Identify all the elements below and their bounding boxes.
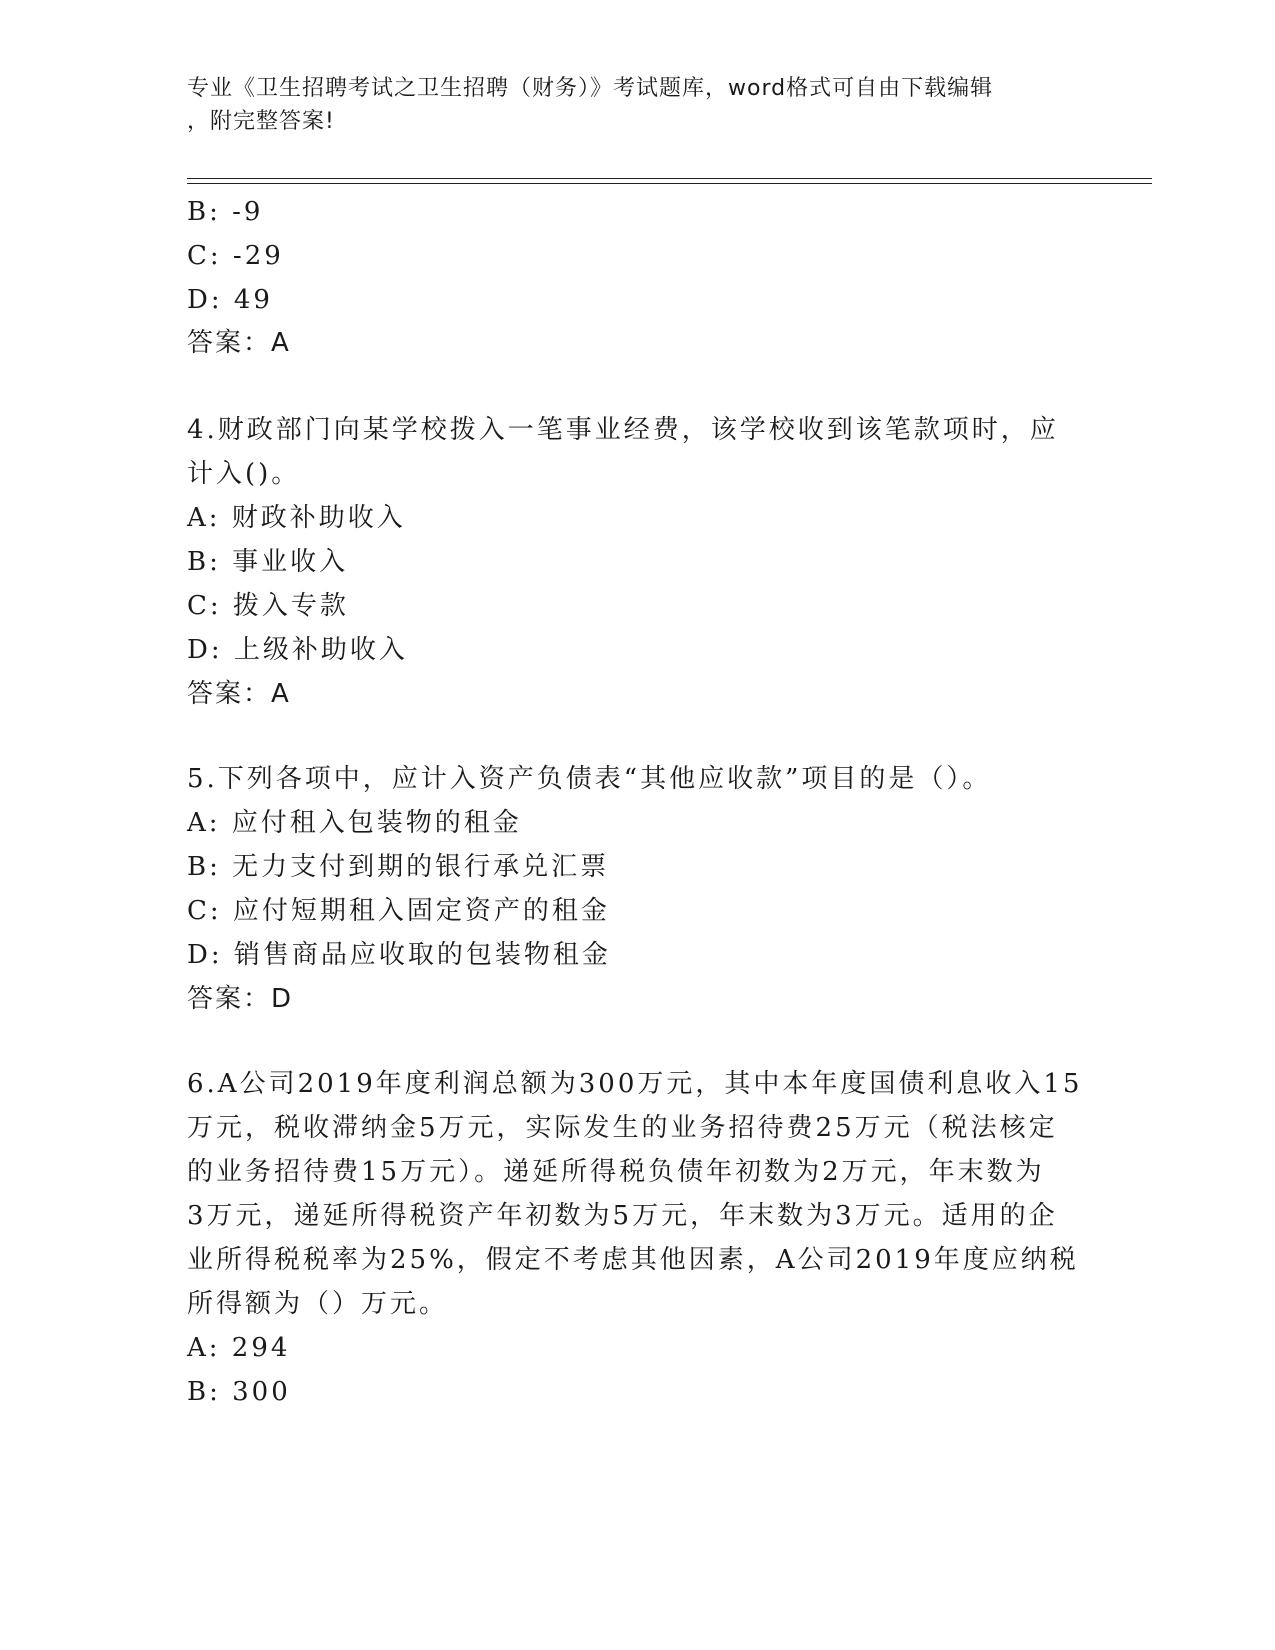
q5-stem: 5.下列各项中，应计入资产负债表“其他应收款”项目的是（）。 (187, 764, 992, 794)
q3-option-c: C: -29 (187, 241, 284, 271)
q3-option-b: B: -9 (187, 197, 264, 227)
q5-option-c: C: 应付短期租入固定资产的租金 (187, 896, 610, 926)
q3-answer: 答案：A (187, 328, 291, 358)
q6-option-b: B: 300 (187, 1377, 291, 1407)
q3-option-d: D: 49 (187, 285, 273, 315)
q4-answer: 答案：A (187, 679, 291, 709)
q4-stem-line-2: 计入()。 (187, 459, 301, 489)
q4-option-c: C: 拨入专款 (187, 591, 349, 621)
q4-option-b: B: 事业收入 (187, 547, 349, 577)
header-rule-top (187, 178, 1152, 179)
q4-option-a: A: 财政补助收入 (187, 503, 406, 533)
header-line-2: ，附完整答案! (187, 109, 335, 134)
q6-option-a: A: 294 (187, 1333, 291, 1363)
q6-stem-line-5: 业所得税税率为25%，假定不考虑其他因素，A公司2019年度应纳税 (187, 1245, 1079, 1275)
q6-stem-line-1: 6.A公司2019年度利润总额为300万元，其中本年度国债利息收入15 (187, 1069, 1083, 1099)
q5-option-b: B: 无力支付到期的银行承兑汇票 (187, 852, 610, 882)
q4-option-d: D: 上级补助收入 (187, 635, 408, 665)
q6-stem-line-4: 3万元，递延所得税资产年初数为5万元，年末数为3万元。适用的企 (187, 1201, 1058, 1231)
q6-stem-line-3: 的业务招待费15万元）。递延所得税负债年初数为2万元，年末数为 (187, 1157, 1045, 1187)
q5-option-a: A: 应付租入包装物的租金 (187, 808, 522, 838)
q5-answer: 答案：D (187, 984, 294, 1014)
document-header (187, 72, 1087, 138)
q5-option-d: D: 销售商品应收取的包装物租金 (187, 940, 611, 970)
q6-stem-line-6: 所得额为（）万元。 (187, 1289, 449, 1319)
header-rule-bottom (187, 183, 1152, 184)
q4-stem-line-1: 4.财政部门向某学校拨入一笔事业经费，该学校收到该笔款项时，应 (187, 415, 1059, 445)
header-line-1: 专业《卫生招聘考试之卫生招聘（财务）》考试题库，word格式可自由下载编辑 (187, 76, 994, 101)
q6-stem-line-2: 万元，税收滞纳金5万元，实际发生的业务招待费25万元（税法核定 (187, 1113, 1058, 1143)
